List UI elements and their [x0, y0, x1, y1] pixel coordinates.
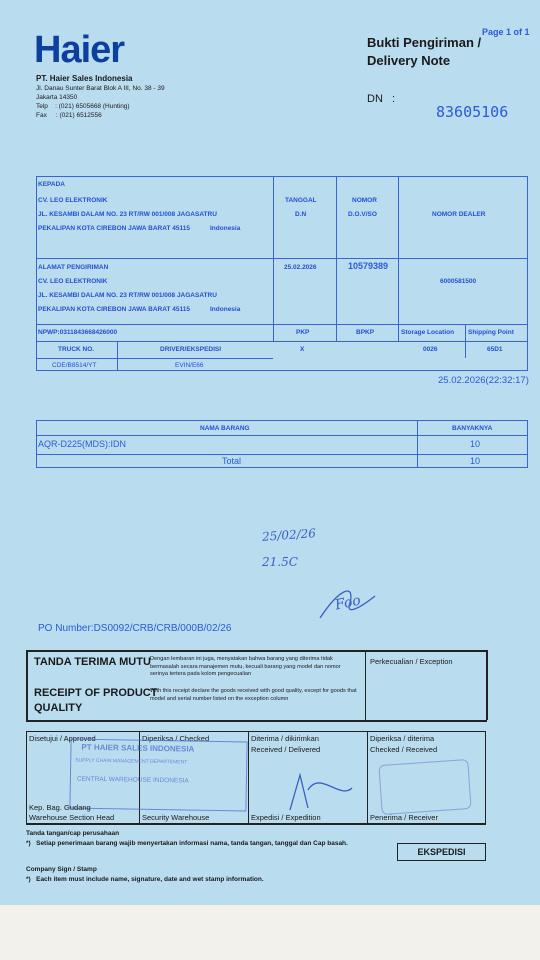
recipient-country: Indonesia	[210, 225, 241, 232]
sig-penerima: Penerima / Receiver	[370, 813, 438, 822]
expedition-signature-stroke	[280, 760, 360, 815]
total-value: 10	[470, 456, 481, 466]
item-name: AQR-D225(MDS):IDN	[38, 439, 127, 449]
shipping-nomor: 10579389	[348, 261, 389, 271]
shipping-point-label: Shipping Point	[468, 329, 514, 336]
sig-checked-received-2: Checked / Received	[370, 745, 438, 754]
shipping-country: Indonesia	[210, 306, 241, 313]
driver-value: EVIN/E66	[175, 362, 204, 369]
page-indicator: Page 1 of 1	[482, 27, 530, 37]
receipt-title-en-1: RECEIPT OF PRODUCT	[34, 687, 158, 699]
sig-received-delivered-1: Diterima / dikirimkan	[251, 734, 319, 743]
tanggal-label: TANGGAL	[285, 197, 317, 204]
item-qty: 10	[470, 439, 481, 449]
receipt-title-en-2: QUALITY	[34, 702, 83, 714]
stamp-line-2: SUPPLY CHAIN MANAGEMENT DEPARTEMENT	[75, 757, 188, 766]
driver-label: DRIVER/EKSPEDISI	[160, 346, 222, 353]
sig-security: Security Warehouse	[142, 813, 210, 822]
signature-stroke	[300, 578, 380, 623]
bpkp-label: BPKP	[356, 329, 375, 336]
po-number: PO Number:DS0092/CRB/CRB/000B/02/26	[38, 623, 232, 634]
dn-label: DN :	[367, 93, 396, 105]
pkp-value: X	[300, 346, 305, 353]
col-nama-barang: NAMA BARANG	[200, 425, 250, 432]
handwritten-date: 25/02/26	[261, 526, 317, 544]
recipient-address-1: JL. KESAMBI DALAM NO. 23 RT/RW 001/008 JAGASATRU	[38, 211, 217, 218]
dealer-number: 6000581500	[440, 278, 477, 285]
sig-gudang-2: Warehouse Section Head	[29, 813, 115, 822]
pkp-label: PKP	[296, 329, 310, 336]
handwritten-signature: Foo	[333, 592, 363, 614]
company-stamp	[69, 738, 247, 811]
dealer-label: NOMOR DEALER	[432, 211, 486, 218]
ekspedisi-box: EKSPEDISI	[397, 843, 486, 861]
sig-received-delivered-2: Received / Delivered	[251, 745, 321, 754]
dn-number: 83605106	[436, 103, 509, 121]
recipient-name: CV. LEO ELEKTRONIK	[38, 197, 108, 204]
haier-logo: Haier	[34, 29, 125, 71]
sig-checked-received-1: Diperiksa / diterima	[370, 734, 435, 743]
sig-approved: Disetujui / Approved	[29, 734, 96, 743]
footer-note-2-title: Company Sign / Stamp	[26, 866, 97, 873]
shipping-address-2: PEKALIPAN KOTA CIREBON JAWA BARAT 45115	[38, 306, 190, 313]
kepada-label: KEPADA	[38, 181, 65, 188]
npwp: NPWP:0311843668426000	[38, 329, 118, 336]
doc-title-en: Delivery Note	[367, 53, 451, 68]
shipping-point-value: 65D1	[487, 346, 503, 353]
storage-value: 0026	[423, 346, 438, 353]
receipt-title-id: TANDA TERIMA MUTU	[34, 656, 151, 668]
company-address-1: Jl. Danau Sunter Barat Blok A III, No. 38 - 39	[36, 85, 165, 92]
receipt-desc-id: Dengan lembaran ini juga, menyatakan bahwa barang yang diterima tidak bermasalah secara manajemen mutu, kecuali barang yang model dan nomor serinya tertera pada kolom pengecualian	[150, 656, 341, 677]
footer-note-2: *) Each item must include name, signature, date and wet stamp information.	[26, 876, 264, 883]
company-telp: Telp : (021) 6505668 (Hunting)	[36, 103, 130, 110]
shipping-label: ALAMAT PENGIRIMAN	[38, 264, 109, 271]
footer-note-1: *) Setiap penerimaan barang wajib menyertakan informasi nama, tanda tangan, tanggal dan Cap basah.	[26, 840, 348, 847]
shipping-address-1: JL. KESAMBI DALAM NO. 23 RT/RW 001/008 JAGASATRU	[38, 292, 217, 299]
shipping-name: CV. LEO ELEKTRONIK	[38, 278, 108, 285]
truck-label: TRUCK NO.	[58, 346, 95, 353]
tanggal-sub: D.N	[295, 211, 307, 218]
receiver-stamp	[378, 759, 471, 815]
exception-label: Perkecualian / Exception	[370, 657, 453, 666]
stamp-line-1: PT HAIER SALES INDONESIA	[81, 742, 195, 754]
handwritten-time: 21.5C	[262, 555, 298, 569]
print-timestamp: 25.02.2026(22:32:17)	[438, 375, 529, 386]
recipient-address-2: PEKALIPAN KOTA CIREBON JAWA BARAT 45115	[38, 225, 190, 232]
receipt-desc-en: With this receipt declare the goods received with good quality, except for goods that model and serial number listed on the exception column	[150, 688, 357, 702]
company-fax: Fax : (021) 6512556	[36, 112, 102, 119]
nomor-label: NOMOR	[352, 197, 377, 204]
sig-gudang-1: Kep. Bag. Gudang	[29, 803, 91, 812]
doc-title-id: Bukti Pengiriman /	[367, 35, 482, 50]
footer-note-1-title: Tanda tangan/cap perusahaan	[26, 830, 120, 837]
col-banyaknya: BANYAKNYA	[452, 425, 493, 432]
truck-value: CDE/B8514/YT	[52, 362, 97, 369]
storage-label: Storage Location	[401, 329, 455, 336]
company-address-2: Jakarta 14350	[36, 94, 78, 101]
sig-checked: Diperiksa / Checked	[142, 734, 210, 743]
stamp-line-3: CENTRAL WAREHOUSE INDONESIA	[76, 775, 189, 785]
total-label: Total	[222, 456, 242, 466]
shipping-date: 25.02.2026	[284, 264, 317, 271]
sig-expedisi: Expedisi / Expedition	[251, 813, 321, 822]
nomor-sub: D.O.V/SO	[348, 211, 377, 218]
company-name: PT. Haier Sales Indonesia	[36, 74, 133, 83]
